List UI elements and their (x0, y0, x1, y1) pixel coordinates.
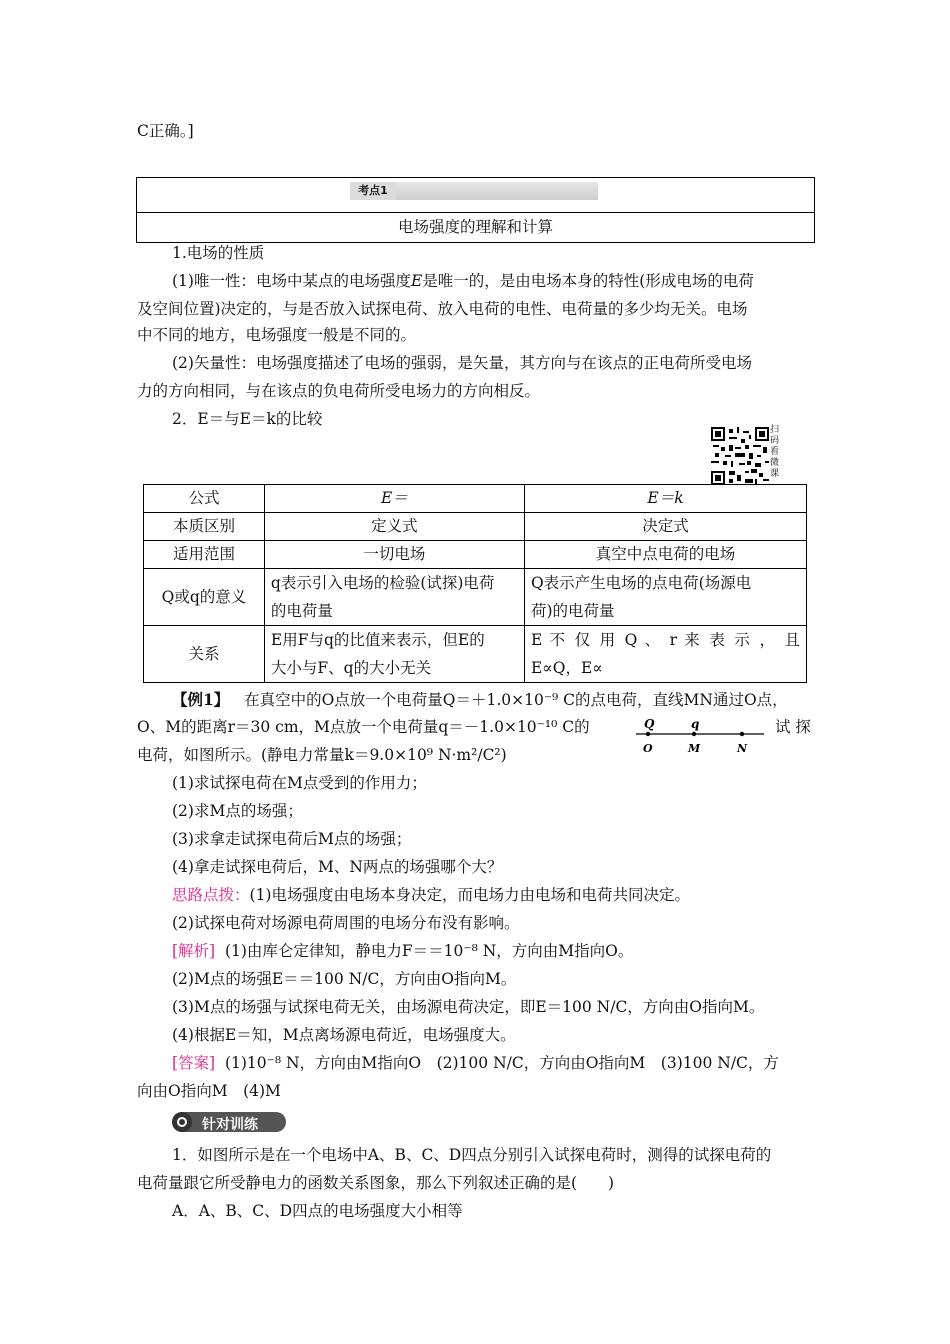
cell-line: 大小与F、q的大小无关 (270, 659, 432, 677)
label-q-small: q (691, 717, 700, 731)
text-part: (1)10⁻⁸ N，方向由M指向O (2)100 N/C，方向由O指向M (3)100 N/C，方 (224, 1054, 779, 1072)
section2-heading: 2．E＝与E＝k的比较 (172, 410, 323, 428)
table-row (144, 485, 807, 513)
table-row (144, 513, 807, 541)
section1-p1-line1 (172, 274, 754, 290)
formula: E＝k (647, 489, 684, 507)
text-part: 在真空中的O点放一个电荷量Q＝＋1.0×10⁻⁹ C的点电荷，直线MN通过O点， (244, 691, 788, 709)
answer-label: [答案] (172, 1054, 216, 1072)
question-2: (2)求M点的场强； (172, 802, 303, 820)
table-cell: 关系 (144, 626, 265, 683)
cell-line: E∝Q，E∝ (530, 659, 603, 677)
table-cell (264, 626, 524, 683)
cell-line: q表示引入电场的检验(试探)电荷 (270, 574, 495, 592)
charge-line-figure (636, 716, 770, 756)
table-header-cell: 公式 (144, 485, 265, 513)
table-cell: 真空中点电荷的电场 (524, 541, 806, 569)
continued-text: C正确。] (137, 122, 194, 140)
table-cell: 决定式 (524, 513, 806, 541)
point-o (646, 732, 650, 736)
analysis-label: [解析] (172, 942, 216, 960)
training-badge (172, 1112, 286, 1132)
text-part: 是唯一的，是由电场本身的特性(形成电场的电荷 (422, 272, 754, 290)
section1-p1-line2: 及空间位置)决定的，与是否放入试探电荷、放入电荷的电性、电荷量的多少均无关。电场 (137, 300, 748, 318)
section1-p2-line2: 力的方向相同，与在该点的负电荷所受电场力的方向相反。 (137, 382, 541, 400)
example-line3: 电荷，如图所示。(静电力常量k＝9.0×10⁹ N·m²/C²) (137, 746, 507, 764)
kaodian-title: 电场强度的理解和计算 (397, 218, 553, 236)
example-label: 【例1】 (172, 690, 230, 709)
training-option-a: A．A、B、C、D四点的电场强度大小相等 (172, 1202, 463, 1220)
example-line1 (172, 692, 788, 709)
point-n (740, 732, 744, 736)
hint-label: 思路点拨： (172, 886, 250, 904)
training-q1-line2: 电荷量跟它所受静电力的函数关系图象，那么下列叙述正确的是( ) (137, 1174, 615, 1192)
analysis-line2: (2)M点的场强E＝＝100 N/C，方向由O指向M。 (172, 970, 517, 988)
question-3: (3)求拿走试探电荷后M点的场强； (172, 830, 412, 848)
cell-line: Q表示产生电场的点电荷(场源电 (530, 574, 752, 592)
table-row (144, 569, 807, 626)
text-part: (1)电场强度由电场本身决定，而电场力由电场和电荷共同决定。 (249, 886, 690, 904)
analysis-line1 (172, 944, 633, 960)
kaodian-box (136, 177, 815, 243)
question-1: (1)求试探电荷在M点受到的作用力； (172, 774, 427, 792)
table-header-cell (264, 485, 524, 513)
label-n: N (737, 742, 748, 755)
target-icon (172, 1112, 192, 1132)
table-cell (524, 569, 806, 626)
table-cell: 一切电场 (264, 541, 524, 569)
table-row (144, 626, 807, 683)
cell-line: E 不 仅 用 Q 、 r 来 表 示 ， 且 (530, 631, 800, 649)
hint-line1 (172, 888, 690, 904)
var-e: E (410, 272, 423, 290)
table-cell: Q或q的意义 (144, 569, 265, 626)
section1-p1-line3: 中不同的地方，电场强度一般是不同的。 (137, 326, 417, 344)
table-row (144, 541, 807, 569)
kaodian-divider (137, 212, 814, 213)
qr-caption: 扫码看微课 (770, 425, 780, 479)
table-cell: 定义式 (264, 513, 524, 541)
answer-line2: 向由O指向M (4)M (137, 1082, 281, 1100)
text-part: (1)由库仑定律知，静电力F＝＝10⁻⁸ N，方向由M指向O。 (224, 942, 634, 960)
comparison-table (143, 484, 807, 683)
text-part: (1)唯一性：电场中某点的电场强度 (172, 272, 411, 290)
point-m (692, 732, 696, 736)
label-m: M (688, 742, 701, 755)
table-cell: 适用范围 (144, 541, 265, 569)
table-cell: 本质区别 (144, 513, 265, 541)
kaodian-tag: 考点1 (350, 182, 396, 200)
section1-p2-line1: (2)矢量性：电场强度描述了电场的强弱，是矢量，其方向与在该点的正电荷所受电场 (172, 354, 752, 372)
table-cell (264, 569, 524, 626)
cell-line: 荷)的电荷量 (530, 602, 615, 620)
table-header-cell (524, 485, 806, 513)
section1-heading: 1.电场的性质 (172, 244, 265, 262)
formula: E＝ (381, 489, 408, 507)
hint-line2: (2)试探电荷对场源电荷周围的电场分布没有影响。 (172, 914, 520, 932)
analysis-line3: (3)M点的场强与试探电荷无关，由场源电荷决定，即E＝100 N/C，方向由O指向M。 (172, 998, 765, 1016)
cell-line: E用F与q的比值来表示，但E的 (270, 631, 485, 649)
example-line2-end: 试 探 (775, 718, 811, 736)
training-badge-label: 针对训练 (202, 1117, 258, 1133)
training-q1-line1: 1．如图所示是在一个电场中A、B、C、D四点分别引入试探电荷时，测得的试探电荷的 (172, 1146, 772, 1164)
qr-code-icon[interactable] (711, 427, 769, 485)
table-cell (524, 626, 806, 683)
question-4: (4)拿走试探电荷后，M、N两点的场强哪个大？ (172, 858, 503, 876)
analysis-line4: (4)根据E＝知，M点离场源电荷近，电场强度大。 (172, 1026, 516, 1044)
label-o: O (643, 742, 653, 755)
label-q-big: Q (644, 717, 655, 731)
example-line2: O、M的距离r＝30 cm，M点放一个电荷量q＝－1.0×10⁻¹⁰ C的 (137, 718, 590, 736)
cell-line: 的电荷量 (270, 602, 333, 620)
answer-line1 (172, 1056, 779, 1072)
